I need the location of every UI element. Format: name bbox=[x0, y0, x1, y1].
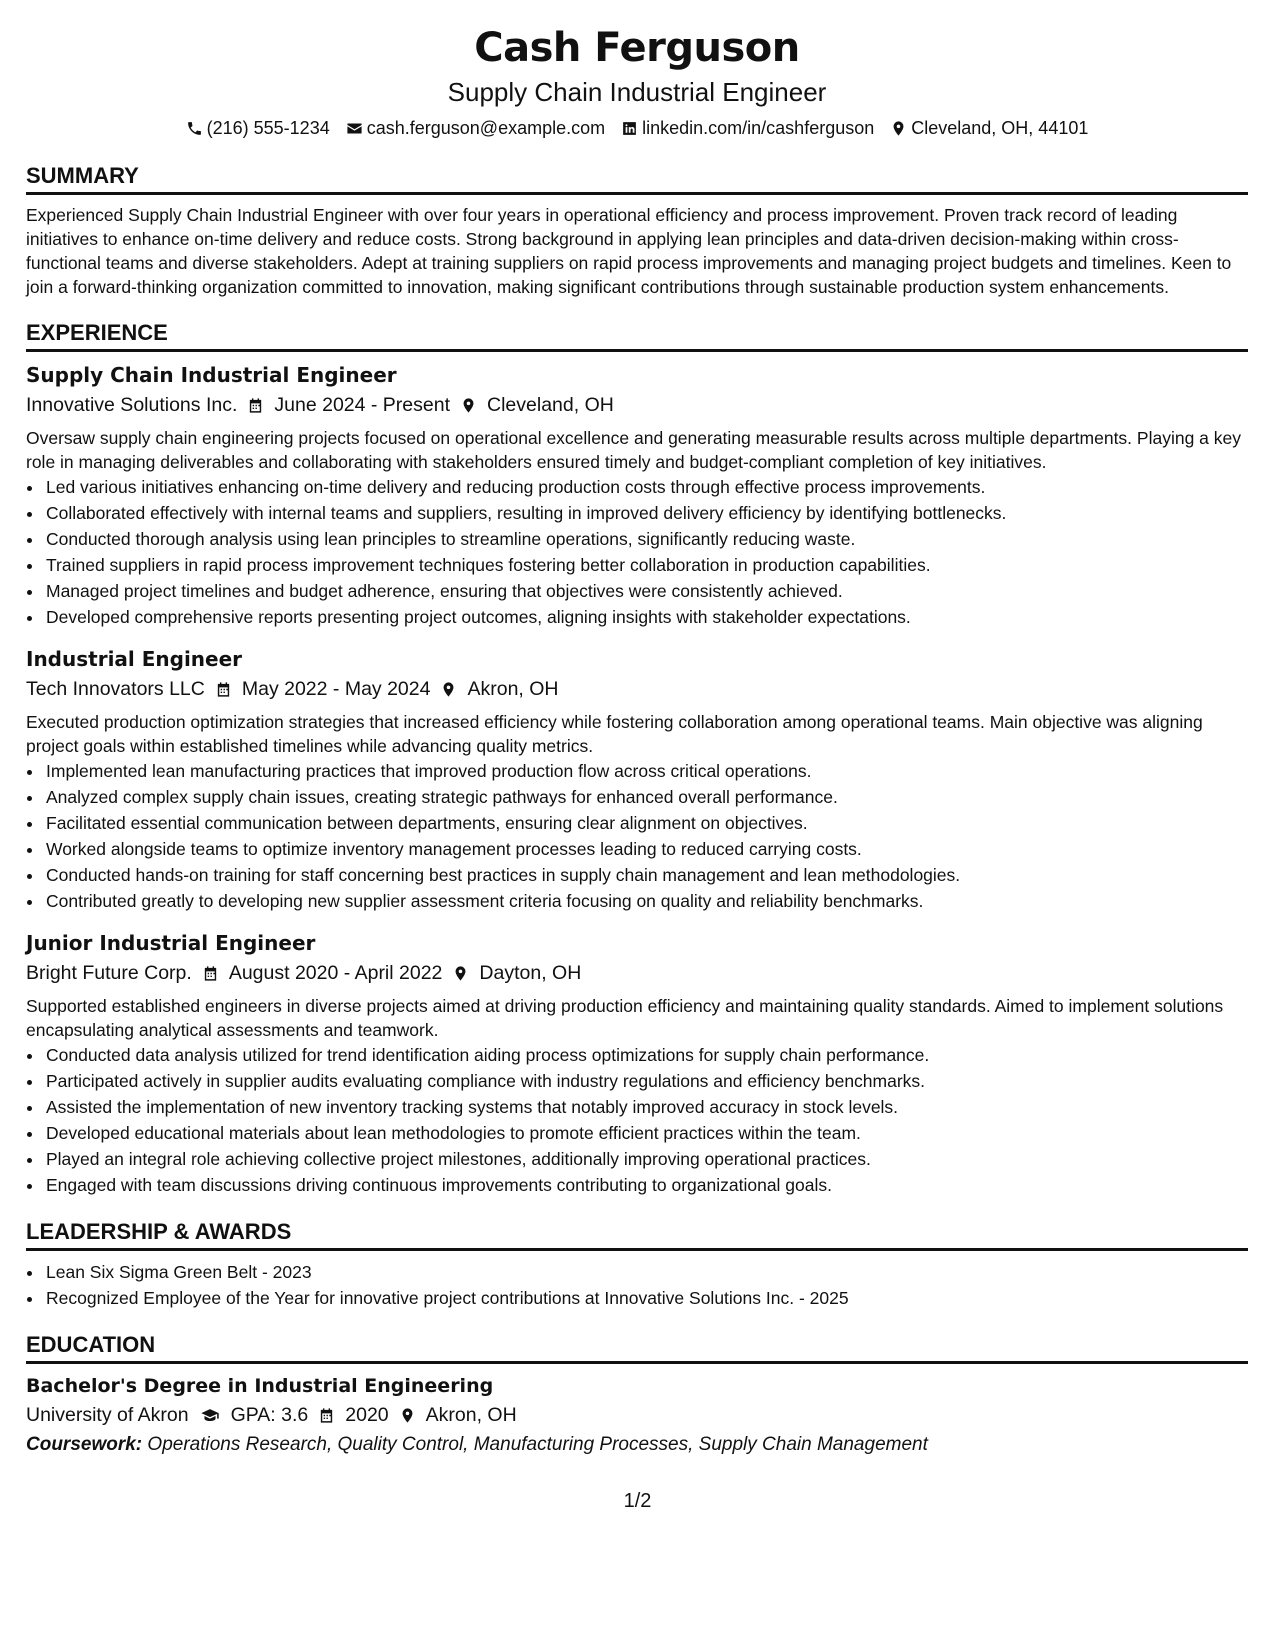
education-degree: Bachelor's Degree in Industrial Engineering bbox=[26, 1375, 494, 1397]
list-item: • Conducted hands-on training for staff concerning best practices in supply chain management and lean methodologies. bbox=[44, 862, 1248, 888]
list-item: • Conducted thorough analysis using lean principles to streamline operations, significantly reducing waste. bbox=[44, 526, 1248, 552]
job-location bbox=[460, 390, 614, 420]
list-item: • Analyzed complex supply chain issues, creating strategic pathways for enhanced overall performance. bbox=[44, 784, 1248, 810]
education-location bbox=[399, 1400, 517, 1430]
list-item: • Assisted the implementation of new inventory tracking systems that notably improved accuracy in stock levels. bbox=[44, 1094, 1248, 1120]
job-dates bbox=[247, 390, 450, 420]
job-bullets bbox=[26, 758, 1248, 914]
resume-header bbox=[26, 22, 1248, 142]
calendar-icon bbox=[247, 396, 264, 415]
education-meta bbox=[26, 1400, 1248, 1430]
job-bullets bbox=[26, 1042, 1248, 1198]
job-location-text: Dayton, OH bbox=[479, 962, 582, 984]
job-entry bbox=[26, 360, 1248, 630]
job-company: Tech Innovators LLC bbox=[26, 678, 205, 700]
location-pin-icon bbox=[452, 964, 469, 983]
education-year-text: 2020 bbox=[345, 1404, 389, 1426]
education-section bbox=[26, 1331, 1248, 1460]
list-item: • Managed project timelines and budget adherence, ensuring that objectives were consistently achieved. bbox=[44, 578, 1248, 604]
candidate-headline: Supply Chain Industrial Engineer bbox=[447, 77, 827, 107]
list-item: • Worked alongside teams to optimize inventory management processes leading to reduced carrying costs. bbox=[44, 836, 1248, 862]
job-title: Junior Industrial Engineer bbox=[26, 931, 316, 955]
candidate-name: Cash Ferguson bbox=[474, 25, 800, 71]
job-entry bbox=[26, 644, 1248, 914]
summary-section bbox=[26, 162, 1248, 299]
job-location bbox=[452, 958, 581, 988]
job-location-text: Cleveland, OH bbox=[487, 394, 614, 416]
list-item: • Engaged with team discussions driving continuous improvements contributing to organizational goals. bbox=[44, 1172, 1248, 1198]
contact-phone bbox=[186, 114, 330, 142]
section-title-education: EDUCATION bbox=[26, 1331, 1248, 1364]
education-school: University of Akron bbox=[26, 1404, 189, 1426]
list-item: • Facilitated essential communication between departments, ensuring clear alignment on objectives. bbox=[44, 810, 1248, 836]
education-gpa-text: GPA: 3.6 bbox=[230, 1404, 309, 1426]
job-title: Industrial Engineer bbox=[26, 647, 243, 671]
location-pin-icon bbox=[460, 396, 477, 415]
graduation-cap-icon bbox=[199, 1406, 221, 1425]
job-location bbox=[440, 674, 558, 704]
leadership-list bbox=[26, 1259, 1248, 1311]
list-item: • Trained suppliers in rapid process improvement techniques fostering better collaboration in production capabilities. bbox=[44, 552, 1248, 578]
list-item: • Developed comprehensive reports presenting project outcomes, aligning insights with stakeholder expectations. bbox=[44, 604, 1248, 630]
coursework-label: Coursework: bbox=[26, 1434, 143, 1455]
location-pin-icon bbox=[440, 680, 457, 699]
leadership-section bbox=[26, 1218, 1248, 1311]
list-item: • Participated actively in supplier audits evaluating compliance with industry regulations and efficiency benchmarks. bbox=[44, 1068, 1248, 1094]
education-coursework bbox=[26, 1430, 1248, 1460]
linkedin-icon bbox=[621, 120, 638, 137]
envelope-icon bbox=[346, 120, 363, 137]
job-dates bbox=[215, 674, 431, 704]
contact-location bbox=[890, 114, 1088, 142]
contact-bar bbox=[26, 114, 1248, 142]
list-item: • Recognized Employee of the Year for innovative project contributions at Innovative Solutions Inc. - 2025 bbox=[44, 1285, 1248, 1311]
job-dates-text: May 2022 - May 2024 bbox=[241, 678, 431, 700]
job-dates-text: June 2024 - Present bbox=[274, 394, 451, 416]
calendar-icon bbox=[202, 964, 219, 983]
education-location-text: Akron, OH bbox=[425, 1404, 517, 1426]
contact-phone-text: (216) 555-1234 bbox=[206, 118, 330, 138]
job-meta bbox=[26, 674, 1248, 704]
job-meta bbox=[26, 390, 1248, 420]
list-item: • Led various initiatives enhancing on-time delivery and reducing production costs through effective process improvements. bbox=[44, 474, 1248, 500]
page-number: 1/2 bbox=[623, 1490, 652, 1512]
list-item: • Played an integral role achieving collective project milestones, additionally improving operational practices. bbox=[44, 1146, 1248, 1172]
list-item: • Developed educational materials about lean methodologies to promote efficient practices within the team. bbox=[44, 1120, 1248, 1146]
job-entry bbox=[26, 928, 1248, 1198]
phone-icon bbox=[186, 120, 203, 137]
contact-email[interactable] bbox=[346, 114, 605, 142]
section-title-leadership: LEADERSHIP & AWARDS bbox=[26, 1218, 1248, 1251]
resume-page bbox=[26, 22, 1248, 1460]
education-year bbox=[318, 1400, 388, 1430]
list-item: • Collaborated effectively with internal teams and suppliers, resulting in improved delivery efficiency by identifying bottlenecks. bbox=[44, 500, 1248, 526]
job-description: Supported established engineers in diverse projects aimed at driving production efficiency and maintaining quality standards. Aimed to implement solutions encapsulating analytical assessments and teamwork. bbox=[26, 996, 1224, 1040]
job-meta bbox=[26, 958, 1248, 988]
section-title-experience: EXPERIENCE bbox=[26, 319, 1248, 352]
job-description: Oversaw supply chain engineering projects focused on operational excellence and generating measurable results across multiple departments. Playing a key role in managing deliverables and collaborating with stakeholders ensured timely and budget-compliant completion of key initiatives. bbox=[26, 428, 1241, 472]
job-location-text: Akron, OH bbox=[467, 678, 559, 700]
summary-text: Experienced Supply Chain Industrial Engineer with over four years in operational efficiency and process improvement. Proven track record of leading initiatives to enhance on-time delivery and reduce costs. Strong background in applying lean principles and data-driven decision-making within cross-functional teams and diverse stakeholders. Adept at training suppliers on rapid process improvements and managing project budgets and timelines. Keen to join a forward-thinking organization committed to innovation, making significant contributions through sustainable production system enhancements. bbox=[26, 205, 1232, 297]
coursework-list: Operations Research, Quality Control, Manufacturing Processes, Supply Chain Management bbox=[147, 1434, 928, 1455]
contact-location-text: Cleveland, OH, 44101 bbox=[911, 118, 1089, 138]
job-title: Supply Chain Industrial Engineer bbox=[26, 363, 397, 387]
job-company: Innovative Solutions Inc. bbox=[26, 394, 238, 416]
experience-section bbox=[26, 319, 1248, 1198]
location-pin-icon bbox=[890, 120, 907, 137]
list-item: • Implemented lean manufacturing practices that improved production flow across critical operations. bbox=[44, 758, 1248, 784]
contact-email-text[interactable]: cash.ferguson@example.com bbox=[366, 118, 606, 138]
list-item: • Conducted data analysis utilized for trend identification aiding process optimizations for supply chain performance. bbox=[44, 1042, 1248, 1068]
list-item: • Lean Six Sigma Green Belt - 2023 bbox=[44, 1259, 1248, 1285]
calendar-icon bbox=[215, 680, 232, 699]
education-gpa bbox=[199, 1400, 309, 1430]
job-dates bbox=[202, 958, 443, 988]
contact-linkedin[interactable] bbox=[621, 114, 874, 142]
job-bullets bbox=[26, 474, 1248, 630]
location-pin-icon bbox=[399, 1406, 416, 1425]
job-dates-text: August 2020 - April 2022 bbox=[228, 962, 443, 984]
job-company: Bright Future Corp. bbox=[26, 962, 192, 984]
list-item: • Contributed greatly to developing new supplier assessment criteria focusing on quality and reliability benchmarks. bbox=[44, 888, 1248, 914]
job-description: Executed production optimization strategies that increased efficiency while fostering collaboration among operational teams. Main objective was aligning project goals within established timelines while advancing quality metrics. bbox=[26, 712, 1203, 756]
contact-linkedin-text[interactable]: linkedin.com/in/cashferguson bbox=[642, 118, 875, 138]
calendar-icon bbox=[318, 1406, 335, 1425]
section-title-summary: SUMMARY bbox=[26, 162, 1248, 195]
